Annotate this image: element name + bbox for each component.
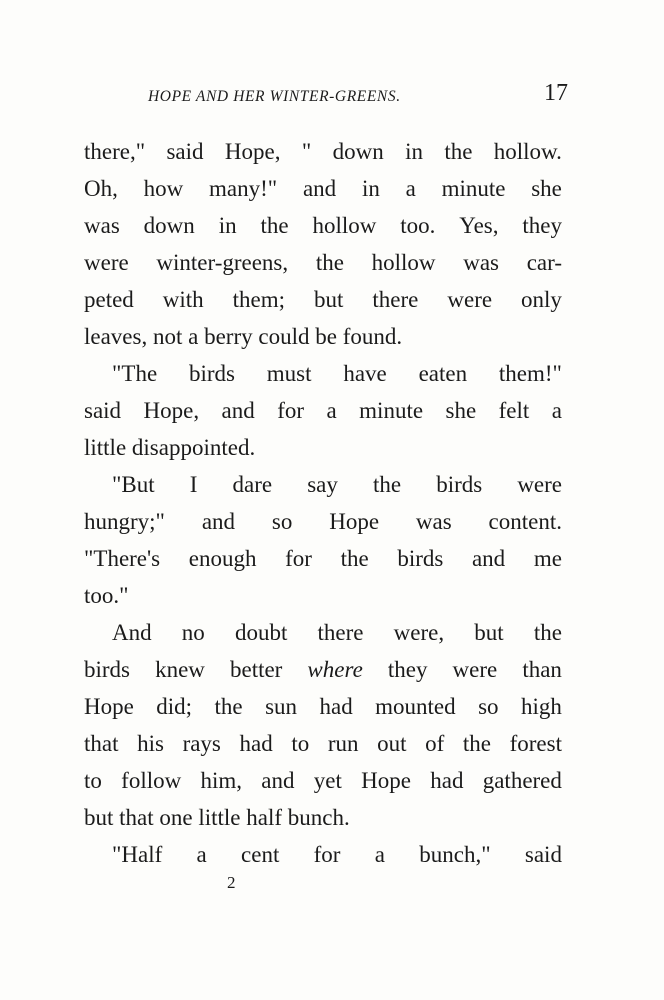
word: And: [112, 620, 152, 645]
word: follow: [121, 768, 182, 793]
word: mounted: [375, 694, 456, 719]
word: Hope: [84, 694, 134, 719]
word: hungry;": [84, 509, 165, 534]
word: but: [474, 620, 504, 645]
word: a: [196, 842, 207, 867]
text-line: [84, 207, 562, 244]
word: too.: [400, 213, 436, 238]
word: to: [291, 731, 310, 756]
word: and: [221, 398, 255, 423]
word: said: [84, 398, 122, 423]
word: content.: [488, 509, 562, 534]
word: the: [340, 546, 369, 571]
word: in: [218, 213, 237, 238]
word: a: [326, 398, 337, 423]
word: was: [84, 213, 120, 238]
word: with: [162, 287, 204, 312]
word: dare: [232, 472, 273, 497]
word: better: [229, 657, 283, 682]
word: many!": [209, 176, 278, 201]
word: to: [84, 768, 102, 793]
word: the: [260, 213, 289, 238]
word: hollow.: [493, 139, 562, 164]
word: no: [181, 620, 205, 645]
word: "There's: [84, 546, 161, 571]
word: could: [258, 324, 310, 349]
word: them!": [498, 361, 562, 386]
word: little: [84, 435, 127, 460]
word: Hope: [329, 509, 380, 534]
word: were: [517, 472, 562, 497]
word: that: [84, 731, 119, 756]
word: so: [271, 509, 293, 534]
word: for: [285, 546, 312, 571]
text-line: [84, 503, 562, 540]
text-line: [84, 392, 562, 429]
word: birds: [84, 657, 130, 682]
word: "But: [112, 472, 155, 497]
word: high: [521, 694, 562, 719]
word: there: [317, 620, 364, 645]
word: so: [478, 694, 499, 719]
word: the: [533, 620, 562, 645]
word: not: [152, 324, 183, 349]
word: them;: [232, 287, 286, 312]
word: in: [405, 139, 423, 164]
word: how: [143, 176, 184, 201]
word: a: [551, 398, 562, 423]
word: of: [425, 731, 445, 756]
word: felt: [498, 398, 530, 423]
text-line: [84, 244, 562, 281]
word: were: [447, 287, 493, 312]
word: hollow: [371, 250, 436, 275]
text-line: [84, 577, 562, 614]
word: be: [315, 324, 337, 349]
word: birds: [436, 472, 483, 497]
word: one: [159, 805, 193, 830]
word: she: [531, 176, 562, 201]
text-line: [84, 540, 562, 577]
text-line: [84, 799, 562, 836]
word: said: [166, 139, 204, 164]
word: eaten: [418, 361, 468, 386]
word: than: [522, 657, 562, 682]
running-head: [148, 80, 568, 112]
word: in: [361, 176, 380, 201]
text-line: [84, 762, 562, 799]
word: leaves,: [84, 324, 148, 349]
running-title: HOPE AND HER WINTER-GREENS.: [148, 88, 401, 105]
word: car-: [526, 250, 562, 275]
word: Oh,: [84, 176, 118, 201]
word: said: [524, 842, 562, 867]
word: enough: [188, 546, 257, 571]
word: there: [372, 287, 419, 312]
word: me: [533, 546, 562, 571]
word: Hope,: [143, 398, 200, 423]
word: were,: [393, 620, 445, 645]
word: and: [201, 509, 236, 534]
text-line: [84, 318, 562, 355]
word: "The: [112, 361, 158, 386]
word: the: [462, 731, 491, 756]
word: she: [445, 398, 477, 423]
word: and: [261, 768, 295, 793]
word: peted: [84, 287, 134, 312]
word: but: [314, 287, 344, 312]
word: gathered: [482, 768, 562, 793]
word: too.": [84, 583, 129, 608]
word: bunch.: [287, 805, 350, 830]
word: had: [319, 694, 353, 719]
page-number: 17: [544, 80, 568, 106]
body-text: [84, 133, 562, 873]
text-line: [84, 429, 562, 466]
text-line: [84, 466, 562, 503]
text-line: [84, 836, 562, 873]
word: for: [313, 842, 341, 867]
word: out: [377, 731, 407, 756]
word: run: [327, 731, 359, 756]
word: birds: [188, 361, 235, 386]
word: did;: [156, 694, 193, 719]
text-line: [84, 614, 562, 651]
word: were: [452, 657, 498, 682]
word: but: [84, 805, 114, 830]
word: say: [307, 472, 338, 497]
word: the: [214, 694, 243, 719]
word: where: [307, 657, 363, 682]
word: knew: [155, 657, 205, 682]
text-line: [84, 725, 562, 762]
word: down: [332, 139, 384, 164]
word: rays: [182, 731, 221, 756]
word: berry: [204, 324, 253, 349]
word: was: [415, 509, 452, 534]
word: bunch,": [419, 842, 491, 867]
word: his: [137, 731, 164, 756]
text-line: [84, 170, 562, 207]
word: that: [119, 805, 154, 830]
word: "Half: [112, 842, 163, 867]
word: was: [463, 250, 500, 275]
word: only: [521, 287, 562, 312]
word: a: [374, 842, 385, 867]
word: must: [266, 361, 312, 386]
word: they: [387, 657, 428, 682]
text-line: [84, 651, 562, 688]
word: the: [315, 250, 344, 275]
word: for: [277, 398, 305, 423]
word: the: [372, 472, 402, 497]
word: hollow: [312, 213, 377, 238]
word: have: [343, 361, 387, 386]
word: minute: [359, 398, 424, 423]
word: they: [522, 213, 562, 238]
word: him,: [200, 768, 243, 793]
word: half: [246, 805, 283, 830]
text-line: [84, 688, 562, 725]
word: were: [84, 250, 129, 275]
word: and: [302, 176, 337, 201]
word: cent: [241, 842, 280, 867]
word: down: [143, 213, 195, 238]
word: doubt: [234, 620, 288, 645]
word: Hope,: [224, 139, 281, 164]
word: I: [189, 472, 198, 497]
word: had: [239, 731, 273, 756]
word: ": [301, 139, 312, 164]
word: winter-greens,: [156, 250, 289, 275]
text-line: [84, 281, 562, 318]
word: minute: [441, 176, 506, 201]
word: Hope: [361, 768, 411, 793]
word: little: [198, 805, 241, 830]
text-line: [84, 133, 562, 170]
word: a: [405, 176, 416, 201]
word: a: [188, 324, 199, 349]
word: there,": [84, 139, 146, 164]
word: yet: [313, 768, 342, 793]
word: sun: [265, 694, 298, 719]
word: found.: [342, 324, 403, 349]
word: forest: [509, 731, 562, 756]
word: disappointed.: [131, 435, 256, 460]
text-line: [84, 355, 562, 392]
signature-mark: 2: [227, 873, 236, 892]
word: the: [444, 139, 473, 164]
word: and: [471, 546, 506, 571]
word: Yes,: [459, 213, 499, 238]
word: birds: [397, 546, 444, 571]
word: had: [430, 768, 464, 793]
